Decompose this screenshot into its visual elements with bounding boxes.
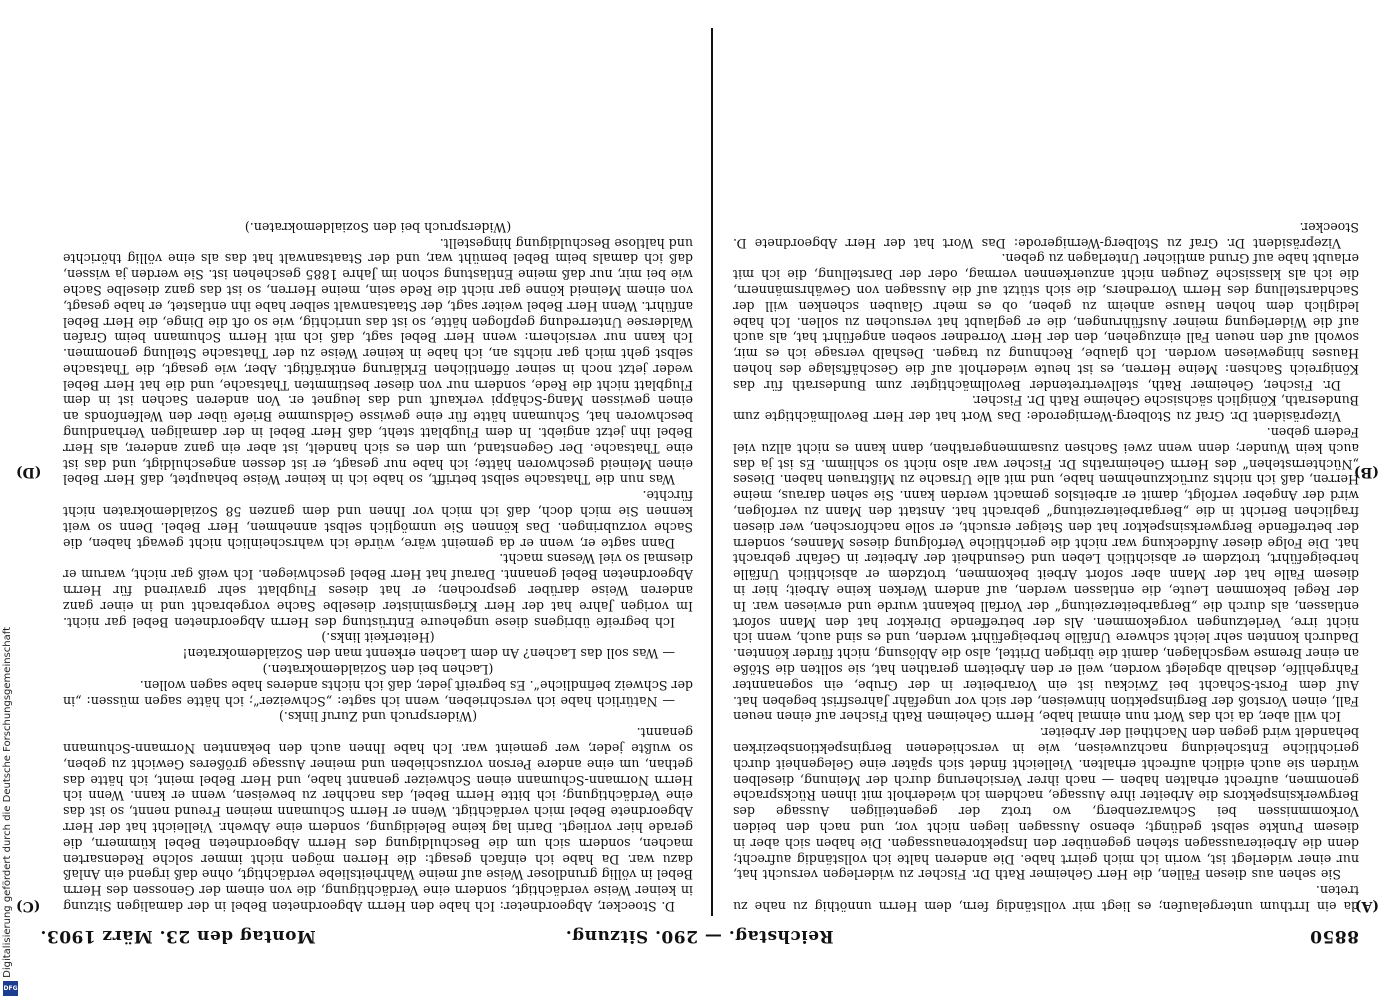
dfg-logo: DFG xyxy=(3,981,18,996)
page-number: 8850 xyxy=(1309,926,1359,946)
paragraph: Sie sehen aus diesen Fällen, die Herr Geheimer Rath Dr. Fischer zu widerlegen versucht hat, nur einer widerlegt ist, worin ich mich geirrt habe. Die anderen halte ich vollständig aufrecht; denn die Arbeiteraussagen stehen gegenüber den Inspektorenaussagen. Die haben sich aber in diesem Punkte selbst gedüngt; ebenso Aussagen liegen nicht vor, und nach den beiden Vorkommnissen bei Schwarzenberg, wo trotz der gegenteiligen Aussage des Bergwerksinspektors die Arbeiter ihre Aussage, nachdem ich wiederholt mit ihnen Rücksprache genommen, aufrecht erhalten haben — nach ihrer Versicherung durch der Meinung, dieselben würden sie auch eidlich aufrecht erhalten. Vielleicht findet sich später eine Gelegenheit durch gerichtliche Entscheidung nachzuweisen, wie in verschiedenen Berginspektionsbezirken behandelt wird gegen den Nachtheil der Arbeiter. xyxy=(733,725,1359,883)
left-column xyxy=(733,30,1359,914)
running-title: Reichstag. — 290. Sitzung. xyxy=(565,926,834,946)
interjection: (Widerspruch und Zuruf links.) xyxy=(278,709,478,725)
interjection: (Heiterkeit links.) xyxy=(321,630,435,646)
paragraph: da ein Irrthum untergelaufen; es liegt mir vollständig fern, dem Herrn unnöthig zu nahe zu treten. xyxy=(733,883,1359,914)
paragraph: Dann sagte er, wenn er da gemeint wäre, würde ich wahrscheinlich nicht gewagt haben, die Sache vorzubringen. Das können Sie unmöglich selbst annehmen, Herr Bebel. Denn so weit kennen Sie mich doch, daß ich mich vor Ihnen und dem ganzen 58 Sozialdemokraten nicht fürchte. xyxy=(63,488,693,551)
interjection: (Lachen bei den Sozialdemokraten.) xyxy=(262,662,494,678)
paragraph: Ich will aber, da ich das Wort nun einmal habe, Herrn Geheimen Rath Fischer auf einen neuen Fall, einen Vorstoß der Berginspektion hinweisen, der sich vor ungefähr Jahresfrist begeben hat. Auf dem Forst-Schacht bei Zwickau ist ein Vorarbeiter in der Grube, ein sogenannter Fahrgehilfe, deshalb abgelegt worden, weil er den Arbeitern gerathen hat, sie sollten die Stöße an einer Bremse wegschlagen, damit die übrigen Drittel, also die Ablösung, nicht fürder könnten. Dadurch konnten sehr leicht schwere Unfälle herbeigeführt werden, und es sind auch, wenn ich nicht irre, Verletzungen vorgekommen. Als der betreffende Direktor hat den Mann sofort entlassen, als durch die „Bergarbeiterzeitung“ der Vorfall bekannt wurde und erwiesen war. In der Regel bekommen Leute, die entlassen werden, auf andern Werken keine Arbeit; hier in diesem Falle hat der Mann aber sofort Arbeit bekommen, trotzdem er absichtlich Unfälle herbeigeführt, trotzdem er absichtlich Leben und Gesundheit der Arbeiter in Gefahr gebracht hat. Die Folge dieser Aufdeckung war nicht die gerichtliche Verfolgung dieses Mannes, sondern der betreffende Bergwerksinspektor hat den Steiger ersucht, er solle nachforschen, wer diesen fraglichen Bericht in die „Bergarbeiterzeitung“ gebracht hat. Anstatt den Mann zu verfolgen, wird der Angeber verfolgt, damit er arbeitslos gemacht werden kann. Sie sehen daraus, meine Herren, daß ich nichts zurückzunehmen habe, und mit alle Ursache zu Mißtrauen haben. Dieses „Nüchternstehen“ des Herrn Geheimraths Dr. Fischer war also nicht so schlimm. Es ist ja das auch kein Wunder; denn wenn zwei Sachsen zusammengerathen, dann kann es nicht allzu viel Federn geben. xyxy=(733,425,1359,725)
right-column xyxy=(63,30,693,914)
paragraph: — Natürlich habe ich verschrieben, wenn ich sagte: „Schweizer“; ich hätte sagen müssen: „in der Schweiz befindliche“. Es begreift jeder, daß ich nichts anderes habe sagen wollen. xyxy=(63,677,693,709)
session-date: Montag den 23. März 1903. xyxy=(40,926,316,946)
margin-letter-d: (D) xyxy=(16,464,42,480)
speaker-paragraph: D. Stoecker, Abgeordneter: Ich habe den Herrn Abgeordneten Bebel in der damaligen Sitzung in keiner Weise verdächtigt, sondern eine Verdächtigung, die von einem der Genossen des Herrn Bebel in völlig grundloser Weise auf meine Wahrheitsliebe verdächtigt, ohne daß irgend ein Anlaß dazu war. Da habe ich einfach gesagt: die Herren mögen nicht immer solche Redensarten machen, sondern sich um die Beschuldigung des Herrn Abgeordneten Bebel kümmern, die gerade hier vorliegt. Darin lag keine Beleidigung, sondern eine Abwehr. Vielleicht hat der Herr Abgeordnete Bebel mich verdächtigt. Wenn er Herrn Schumann meinen Freund nennt, so ist das eine Verdächtigung; ich bitte Herrn Bebel, das nachher zu beweisen, wenn er kann. Wenn ich Herrn Normann-Schumann einen Schweizer genannt habe, und Herr Bebel meint, ich hätte das gethan, um eine andere Person vorzuschieben und meiner Aussage größeres Gewicht zu geben, so wußte jeder, wer gemeint war. Ich habe Ihnen auch den bekannten Normann-Schumann genannt. xyxy=(63,725,693,914)
speaker-paragraph: Vizepräsident Dr. Graf zu Stolberg-Wernigerode: Das Wort hat der Herr Bevollmächtigte zum Bundesrath, Königlich sächsische Geheime Rath Dr. Fischer. xyxy=(733,393,1359,425)
speaker-paragraph: Vizepräsident Dr. Graf zu Stolberg-Wernigerode: Das Wort hat der Herr Abgeordnete D. Stoecker. xyxy=(733,219,1359,251)
paragraph: — Was soll das Lachen? An dem Lachen erkennt man den Sozialdemokraten! xyxy=(182,646,675,662)
margin-letter-c: (C) xyxy=(16,898,41,914)
speaker-paragraph: Dr. Fischer, Geheimer Rath, stellvertretender Bevollmächtigter zum Bundesrath für das Königreich Sachsen: Meine Herren, es ist heute wiederholt auf die Geschäftslage des hohen Hauses hingewiesen worden. Ich glaube, Rechnung zu tragen. Deshalb versage ich es mir, sowohl auf den neuen Fall einzugehen, den der Herr Vorredner soeben angeführt hat, als auch auf die Widerlegung meiner Ausführungen, die er geglaubt hat versuchen zu sollen. Ich habe lediglich dem hohen Hause anheim zu geben, ob es mehr Glauben schenken will der Sachdarstellung des Herrn Vorredners, die sich stützt auf die Aussagen von Gewährsmännern, die ich als klassische Zeugen nicht anzuerkennen vermag, oder der Darstellung, die ich mit erlaubt habe auf Grund amtlicher Unterlagen zu geben. xyxy=(733,251,1359,393)
digitization-credit: Digitalisierung gefördert durch die Deutsche Forschungsgemeinschaft xyxy=(2,627,13,978)
margin-letter-b: (B) xyxy=(1353,464,1379,480)
column-divider xyxy=(711,28,713,916)
interjection: (Widerspruch bei den Sozialdemokraten.) xyxy=(244,219,512,235)
margin-letter-a: (A) xyxy=(1354,898,1379,914)
page-header xyxy=(40,922,1359,952)
paragraph: Ich begreife übrigens diese ungeheure Entrüstung des Herrn Abgeordneten Bebel gar nicht. Im vorigen Jahre hat der Herr Kriegsminister dieselbe Sache vorgebracht und in einer ganz anderen Weise darüber gesprochen; er hat dieses Flugblatt sehr gravirend für Herrn Abgeordneten Bebel genannt. Darauf hat Herr Bebel geschwiegen. Ich weiß gar nicht, warum er diesmal so viel Wesens macht. xyxy=(63,551,693,630)
paragraph: Was nun die Thatsache selbst betrifft, so habe ich in keiner Weise behauptet, daß Herr Bebel einen Meineid geschworen hätte; ich habe nur gesagt, er ist dessen angeschuldigt, und das ist eine Thatsache. Der Gegenstand, um den es sich handelt, ist aber ein ganz anderer, als Herr Bebel ihn jetzt angiebt. In dem Flugblatt steht, daß Herr Bebel in der damaligen Verhandlung beschworen hat, Schumann hätte für eine gewisse Geldsumme Briefe über den Welfenfonds an einen gewissen Mang-Schäppi verkauft und das leugnet er. Von anderen Sachen ist in dem Flugblatt nicht die Rede, sondern nur von dieser bestimmten Thatsache, und die hat Herr Bebel weder jetzt noch in seiner öffentlichen Erklärung entkräftigt. Aber, wie gesagt, die Thatsache selbst geht mich gar nichts an, ich habe in keiner Weise zu der Thatsache Stellung genommen. Ich kann nur versichern: wenn Herr Bebel sagt, daß ich mit Herrn Schumann beim Grafen Waldersee Unterredung gepflogen hätte, so ist das unrichtig, wie so oft die Dinge, die Herr Bebel anführt. Wenn Herr Bebel weiter sagt, der Staatsanwalt selber habe ihn entlastet, er habe gesagt, von einem Meineid könne gar nicht die Rede sein, meine Herren, so ist das ganz dieselbe Sache wie bei mir, nur daß meine Entlastung schon im Jahre 1885 geschehen ist. Sie werden ja wissen, daß ich damals beim Bebel bemüht war, und der Staatsanwalt hat das als eine völlig thörichte und haltlose Beschuldigung hingestellt. xyxy=(63,235,693,488)
